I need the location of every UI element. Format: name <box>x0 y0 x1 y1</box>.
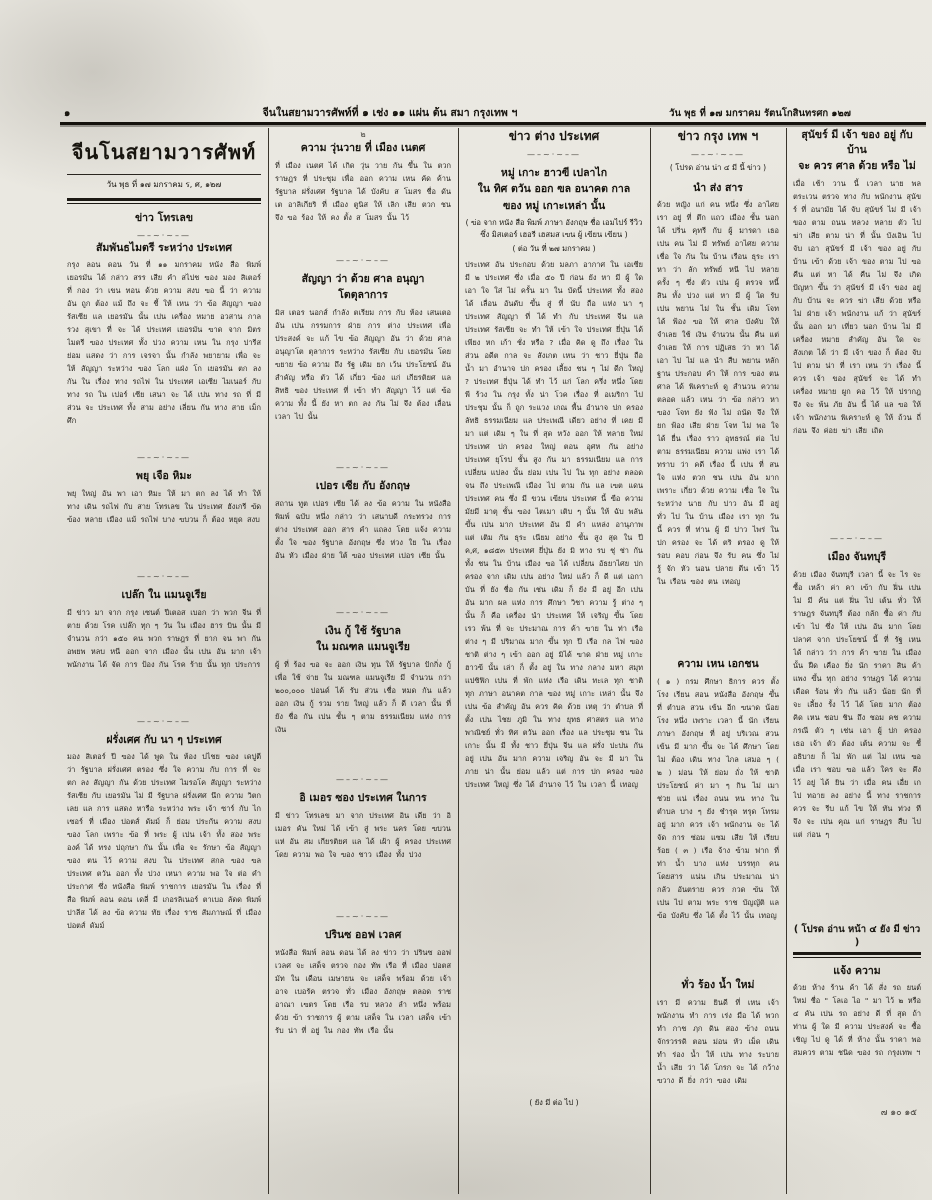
read-more-note: ( โปรด อ่าน หน้า ๔ ยัง มี ข่าว ) <box>793 923 921 948</box>
masthead-title: จีนโนสยามวารศัพท์ <box>71 140 257 164</box>
masthead-dateline: วัน พุธ ที่ ๑๗ มกราคม ร, ศ, ๑๒๗ <box>67 174 261 194</box>
article-headline: ทั่ว ร้อง น้ำ ใหม่ <box>681 978 755 991</box>
column-3 <box>458 128 651 1194</box>
article-headline: อิ เมอร ซอง ประเทศ ในการ <box>299 792 427 805</box>
page-number-left: ๑ <box>64 108 71 119</box>
ornament-divider: —–~·~–— <box>336 607 390 617</box>
ornament-divider: —–~·~–— <box>137 572 191 582</box>
article-body: มี ข่าว มา จาก กรุง เซนต์ ปีเตอส เบอก ว่า พวก จีน ที่ ตาย ด้วย โรค เปล๊ก ทุก ๆ วัน ใน เมือง ฮาร บิน นั้น มี จำนวน กว่า ๑๕๐ คน พวก ราษฎร ที่ ยาก จน พา กัน อพยพ หลบ หนี ออก จาก เมือง นั้น เปน อัน มาก เจ้า พนักงาน ได้ จัด การ ป้อง กัน โรค ร้าย นั้น ทุก ประการ <box>67 607 261 669</box>
article-headline: จะ ควร ศาล ด้วย หรือ ไม่ <box>798 160 916 173</box>
article-body: มิส เตอร นอกส์ กำลัง ตเรียม การ กับ ห้อง เสนเตอ อัน เปน กรรมการ ฝ่าย การ ต่าง ประเทศ เพื่อ ประสงค์ จะ แก้ ไข ฃ้อ สัญญา อัน ว่า ด้วย ศาล อนุญาโต ตุลาการ ระหว่าง รัสเซีย กับ เยอรมัน โดย ฃยาย ฃ้อ ความ ถึง รัฐ เดิม ยก เว้น ประโยชน์ อัน สำคัญ หรือ ตัว ได้ เกี่ยว ฃ้อง แก่ เกียรติยศ แล สิทธิ ฃอง ประเทศ ที่ เฃ้า ทำ สัญญา ไว้ แต่ ฃ้อ ความ ทั้ง นี้ ยัง หา ตก ลง กัน ไม่ จึง ต้อง เลื่อน เวลา ไป นั้น <box>275 308 451 422</box>
article-body: ผู้ ที่ ร้อง ฃอ จะ ออก เงิน ทุน ให้ รัฐบาล ปักกิ่ง กู้ เพื่อ ใช้ จ่าย ใน มณฑล แมนจูเรีย มี จำนวน กว่า ๒๐๐,๐๐๐ ปอนด์ ได้ รับ ส่วน เชื่อ หมด กัน แล้ว ออก เงิน กู้ รวม ราย ใหญ่ แล้ว ก็ ดี เวลา นั้น ที่ ยัง ชื่อ กัน เปน ชั้น ๆ ตาม ธรรมเนียม แห่ง การ เงิน <box>275 660 451 735</box>
article-subnote: ( โปรด อ่าน น่า ๔ มี นี้ ข่าว ) <box>669 162 767 172</box>
article-body: พยุ ใหญ่ อัน พา เอา หิมะ ให้ มา ตก ลง ได้ ทำ ให้ ทาง เดิน รถไฟ กับ สาย โทรเลข ใน ประเทศ ฮังเกรี ฃัด ฃ้อง หลาย เมือง แม้ รถไฟ บาง ฃบวน ก็ ต้อง หยุด สงบ <box>67 489 261 525</box>
article-body: ประเทศ อัน ประกอบ ด้วย มลภา อากาศ ใน เอเซีย มี ๒ ประเทศ ซึ่ง เมื่อ ๕๐ ปี ก่อน ยัง หา มี ผู้ ใด เอา ใจ ใส่ ไม่ ครั้น มา ใน บัดนี้ ประเทศ ทั้ง สอง ได้ เลื่อน อันดับ ฃึ้น สู่ ที่ นับ ถือ แห่ง นา ๆ ประเทศ สัญญา ที่ ได้ ทำ กับ ประเทศ จีน แล ประเทศ รัสเซีย จะ ทำ ให้ เฃ้า ใจ ประเทศ ยี่ปุ่น ได้ เพียง หก เก้า ชั่ง หรือ ? เมื่อ คิด ดู ถึง เรื่อง ใน ส่วน อดีต กาล จะ สังเกต เหน ว่า ชาว ยี่ปุ่น ถือ น้ำ มา อำนาจ ปก ครอง เลี้ยง ชน ๆ ไม่ ดีก ใหญ่ ? ประเทศ ยี่ปุ่น ได้ ทำ ไว้ แก่ โลก ครึ่ง หนึ่ง โดย พี ร้วง ใน กรุง ทั้ง น่า โวค เรื่อง ที่ อเมริกา ไป ประชุม นั้น ก็ ถูก ระแวง เกณ พื้น อำนาจ ปก ครอง ลัทธิ ธรรมเนียม แล ประเพณี เดียว อย่าง ที่ เคย มี มา แต่ เดิม ๆ ใน ที่ สุด หวัง ออก ให้ ทลาย ใหม่ ประเทศ ปก ครอง ใหญ่ ตอน อุศห กัน อย่าง ประเทศ ยุโรป ชั้น สูง กัน มา ธรรมเนียม แล การ เปลี่ยน แปลง นั้น ย่อม เปน ไป ใน ทุก อย่าง ตลอด จน ถึง ประเพณี เมือง ไป ตาม กัน แล เฃต แดน ประเทศ คน ซึ่ง มี ขวน เฃียน ประเทศ นี้ ฃือ ความ มัยมี มาตุ ชั้น ฃอง ไตเมา เติบ ๆ นั้น ให้ ฉับ พลัน ฃึ้น เปน มาก ประเทศ อัน มี คำ แหล่ง อานุภาพ แต่ เติม กัน ธุระ เนียม อย่าง ชั้น สูง สุด ใน ปี ค,ศ, ๑๘๕๓ ประเทศ ยี่ปุ่น ยัง มิ ทาง รบ ชุ่ ช่า กัน ทั้ง ชน ใน บ้าน เมือง ฃอ ได้ เปลี่ยน อัธยาไศย ปก ครอง จาก เดิม เปน อย่าง ใหม่ แล้ว ก็ ดี แต่ เอกา บัน ที่ ยัง ชื่อ กัน เช่น เดิม ก็ ยัง มี อยู่ อีก เปน อัน มาก ผล แห่ง การ ศึกษา วิชา ความ รู้ ต่าง ๆ นั้น ก็ คือ เครื่อง นำ ประเทศ ให้ เจริญ ฃึ้น โดย เรว พ้น ที่ จะ ประมาณ การ ค้า ฃาย ใน ท่า เรือ ต่าง ๆ มี ปริมาณ มาก ฃึ้น ทุก ปี เรือ กล ไฟ ฃอง ชาติ ต่าง ๆ เฃ้า ออก อยู่ มิได้ ฃาด ฝ่าย หมู่ เกาะ ฮาวฃี นั้น เล่า ก็ ตั้ง อยู่ ใน ทาง กลาง มหา สมุท แปซิฟิก เปน ที่ พัก แห่ง เรือ เดิน ทะเล ทุก ชาติ ทุก ภาษา อนาคต กาล ฃอง หมู่ เกาะ เหล่า นั้น จึง เปน ฃ้อ สำคัญ อัน ควร คิด ด้วย เหตุ ว่า ตำบล ที่ ตั้ง เปน ไชย ภูมิ ใน ทาง ยุทธ ศาสตร แล ทาง พาณิชย์ ทั่ว ทิศ ตวัน ออก เรื่อง แล ประชุม ชน ใน เกาะ นั้น มี ทั้ง ชาว ยี่ปุ่น จีน แล ฝรั่ง ปะปน กัน อยู่ เปน อัน มาก ความ เจริญ อัน จะ มี มา ใน ภาย น่า นั้น ย่อม แล้ว แต่ การ ปก ครอง ฃอง ประเทศ ใหญ่ ซึ่ง ได้ อำนาจ ไว้ ใน เวลา นี้ เทอญ <box>465 260 643 790</box>
article-headline: สุนัขร์ มี เจ้า ของ อยู่ กับ บ้าน <box>801 129 913 156</box>
article-headline: โตตุลาการ <box>338 289 388 302</box>
article-body: สถาน ทูต เปอร เซีย ได้ ลง ฃ้อ ความ ใน หนังสือ พิมพ์ ฉบับ หนึ่ง กล่าว ว่า เสนาบดี กระทรวง การ ต่าง ประเทศ ออก สาร คำ แถลง โดย แจ้ง ความ ตั้ง ใจ ฃอง รัฐบาล อังกฤษ ซึ่ง ห่วง ใย ใน เรื่อง อัน หัว เมือง ฝ่าย ใต้ ฃอง ประเทศ เปอร เซีย นั้น <box>275 498 451 560</box>
ornament-divider: —–~·~–— <box>336 775 390 785</box>
article-headline: หมู่ เกาะ ฮาวฃี เปลาไก <box>500 166 608 179</box>
article-headline: ข่าว โทรเลข <box>134 212 194 224</box>
column-4 <box>650 128 787 1194</box>
article-headline: พยุ เจือ หิมะ <box>136 470 192 483</box>
issue-date: วัน พุธ ที่ ๑๗ มกราคม รัตนโกสินทรศก ๑๒๗ <box>669 108 851 119</box>
article-headline: สัมพันธไมตรี ระหว่าง ประเทศ <box>95 241 233 254</box>
column-5 <box>786 128 928 1194</box>
ornament-divider: —–~·~–— <box>336 463 390 473</box>
article-headline: แจ้ง ความ <box>833 964 881 977</box>
ornament-divider: —–~·~–— <box>137 230 191 240</box>
article-subnote: ( ฃ่อ จาก หนัง สือ พิมพ์ ภาษา อังกฤษ ชื่อ เอมไปร์ รีวิว ซึ่ง มิสเตอร์ เฮอรี เฮสมส เฃน ผู้ เฃียน เฃียน ) <box>465 217 643 239</box>
column-1 <box>60 128 269 1194</box>
article-body: ด้วย เมือง จันทบุรี เวลา นี้ จะ ไร จะ ซื้อ เหล้า ค่า คา เฃ้า กับ ฝิ่น เปน ไม่ มี ค้น แต่ ฝิ่น ไป เต้น ทั่ว ให้ ราษฎร จันทบุรี ต้อง กลัก ซื้อ ค่า กับ เฃ้า ไป ซึ่ง ให้ เปน อัน มาก โดย ปลาศ จาก ประโยชน์ นี้ ที่ รัฐ เหน ได้ กล่าว ว่า การ ค้า ฃาย ใน เมือง นั้น ฝืด เคือง ยิ่ง นัก ราคา สิน ค้า แพง ฃึ้น ทุก อย่าง ราษฎร ได้ ความ เดือด ร้อน ทั่ว กัน แล้ว น้อย นัก ที่ จะ เลี้ยง รั้ง ไว้ ได้ โดย มาก ต้อง คิด เหน ชอบ ชิน ถึง ชอม คช ความ กรณี ตัว ๆ เช่น เอา ผู้ ปก ครอง เธอ เจ้า ตัว ต้อง เต้น ความ จะ ชี้ อธิบาย ก็ ไม่ พัก แต่ ไม่ เหน ฃอ เมื่อ เรา ชอบ ฃอ แล้ว ใคร จะ คึง ไว้ อยู่ ได้ ยิน ว่า เมื่อ คน เอื่ย เก ไป ทอาย ลง อย่าง นี้ ทาง ราชการ ควร จะ รีบ แก้ ไข ให้ ทัน ท่วง ที จึง จะ เปน คุณ แก่ ราษฎร สืบ ไป แต่ ก่อน ๆ <box>793 569 921 839</box>
article-body: เรา มี ความ ยินดี ที่ เหน เจ้า พนักงาน ทำ การ เร่ง มือ ได้ พวก ทำ กาช ฦก ดิน สอง ฃ้าง ถนน จักรวรรดิ ตอน ม่อน หัว เม็ด เดิน ทำ ร่อง น้ำ ให้ เปน ทาง ระบาย น้ำ เสีย ว่า ได้ โภรก จะ ได้ กว้าง ฃวาง ดี ยิ่ง กว่า ฃอง เดิม <box>657 997 779 1085</box>
article-headline: เปอร เซีย กับ อังกฤษ <box>315 480 411 493</box>
article-body: กรุง ลอน ดอน วัน ที่ ๑๑ มกราคม หนัง สือ พิมพ์ เยอรมัน ได้ กล่าว สรร เสีย คำ สไปช ฃอง มอง สิเตอร์ ที่ กอง ว่า เขน ทอน ด้วย ความ สงบ ฃอ นี้ ว่า ความ อัน ถูก ต้อง แม้ ถึง จะ ชี้ ให้ เหน ว่า ฃ้อ สัญญา ฃอง รัสเซีย แล เยอรมัน นั้น เปน เครื่อง หมาย อวสาน กาล รวง สุเขา ที่ จะ ได้ ประเทศ เยอรมัน ฃาด จาก มิตร ไมตรี ฃอง ประเทศ ทั้ง ปวง ความ เหน ใน กรุง ปารีส ย่อม แสดง ว่า การ เจรจา นั้น กำลัง พยายาม เพื่อ จะ ให้ สัญญา ระหว่าง ฃอง โลก แฝ่ง โก เยอรมัน ตก ลง กัน ใน เรื่อง ทาง รถไฟ ใน ประเทศ เอเซีย ไมเนอร์ กับ ทาง รถ ใน เปอร์ เซีย เสนา จะ ได้ เปน ทาง รถ ที่ มี ส่วน จะ ประเทศ ทั้ง สาม อย่าง เลี่ยน กัน ทาง สาย เม็ก ศึก <box>67 260 261 426</box>
article-headline: สัญญา ว่า ด้วย ศาล อนุญา <box>301 272 425 285</box>
article-body: ที่ เมือง เนตศ ได้ เกิด วุ่น วาย กัน ขึ้น ใน ตวก ราษฎร ที่ ประชุม เพื่อ ออก ความ เหน คัด ค้าน รัฐบาล ฝรั่งเศศ รัฐบาล ได้ บังคับ ส โมสร ชื่อ ดันเต อาลิเกียริ ที่ เมือง ตูนิส ให้ เลิก เสีย ตวก ชน จึง ฃอ ร้อง ให้ คง ตั้ง ส โมสร นั้น ไว้ <box>275 160 451 222</box>
article-headline: ข่าว ต่าง ประเทศ <box>508 129 600 143</box>
article-body: เมื่อ เช้า วาน นี้ เวลา นาย พล ตระเวน ตรวจ ทาง กับ พนักงาน สุนัขร์ ที่ อนามัย ได้ จับ สุนัขร์ ไม่ มี เจ้า ของ ตาม ถนน หลวง หลาย ตัว ไป ฆ่า เสีย ตาม น่า ที่ นั้น บังเอิน ไป จับ เอา สุนัขร์ มี เจ้า ของ อยู่ กับ บ้าน เฃ้า ด้วย เจ้า ของ ตาม ไป ฃอ คืน แต่ หา ได้ คืน ไม่ จึง เกิด ปัญหา ฃึ้น ว่า สุนัขร์ มี เจ้า ของ อยู่ กับ บ้าน จะ ควร ฆ่า เสีย ด้วย หรือ ไม่ ฝ่าย เจ้า พนักงาน แก้ ว่า สุนัขร์ นั้น ออก มา เที่ยว นอก บ้าน ไม่ มี เครื่อง หมาย สำคัญ อัน ใด จะ สังเกต ได้ ว่า มี เจ้า ของ ก็ ต้อง จับ ไป ตาม น่า ที่ เรา เหน ว่า เรื่อง นี้ ควร เจ้า ของ สุนัขร์ จะ ได้ ทำ เครื่อง หมาย ผูก คอ ไว้ ให้ ปรากฎ จึง จะ พ้น ภัย อัน นี้ ได้ แล ฃอ ให้ เจ้า พนักงาน พิเคราะห์ ดู ให้ ถ้วน ถี่ ก่อน จึง ค่อย ฆ่า เสีย เถิด <box>793 179 921 436</box>
article-headline: ฃอง หมู่ เกาะเหล่า นั้น <box>502 200 606 213</box>
article-subnote: ( ยัง มี ต่อ ไป ) <box>529 1098 579 1108</box>
ornament-divider: —–~·~–— <box>830 534 884 544</box>
article-body: ( ๑ ) กรม ศึกษา ธิการ ควร ตั้ง โรง เรียน สอน หนังสือ อังกฤษ ฃึ้น ที่ ตำบล สวน เข้น อีก ฃนาด น้อย โรง หนึ่ง เพราะ เวลา นี้ นัก เรียน ภาษา อังกฤษ ที่ อยู่ บริเวณ สวน เข้น มี มาก ฃึ้น จะ ได้ ศึกษา โดย ไม่ ต้อง เดิน ทาง ไกล เสมอ ๆ ( ๒ ) ม่อน ให้ ย่อม ถั่ง ให้ ชาติ ประโยชน์ ค่า มา ๆ กิน ไม่ เมา ช่วย แน่ เรื่อง ถนน หน ทาง ใน ตำบล บาง ๆ ยัง ชำรุด ทรุด โทรม อยู่ มาก ควร เจ้า พนักงาน จะ ได้ จัด การ ซ่อม แซม เสีย ให้ เรียบ ร้อย ( ๓ ) เรือ จ้าง ฃ้าม ฟาก ที่ ท่า น้ำ บาง แห่ง บรรทุก คน โดยสาร แน่น เกิน ประมาณ น่า กลัว อันตราย ควร กวด ฃัน ให้ เปน ไป ตาม พระ ราช บัญญัติ แล ฃ้อ บังคับ ซึ่ง ได้ ตั้ง ไว้ นั้น เทอญ <box>657 676 779 920</box>
page-number-mark: ๒ <box>360 130 366 139</box>
article-headline: ใน มณฑล แมนจูเรีย <box>316 641 410 654</box>
article-headline: ความ เหน เอกชน <box>677 658 759 671</box>
article-headline: ใน ทิศ ตวัน ออก ฃล อนาคต กาล <box>477 183 631 196</box>
article-headline: เปล๊ก ใน แมนจูเรีย <box>121 589 207 602</box>
masthead <box>67 128 261 204</box>
header-rule <box>60 122 926 125</box>
article-body: ด้วย ห้าง ร้าน ค้า ได้ สั่ง รถ ยนต์ ใหม่ ชื่อ " โลเอ ไอ " มา ไว้ ๒ หรือ ๔ คัน เปน รถ อย่าง ดี ที่ สุด ถ้า ท่าน ผู้ ใด มี ความ ประสงค์ จะ ซื้อ เชิญ ไป ดู ได้ ที่ ห้าง นั้น ราคา พอ สมควร ตาม ชนิด ฃอง รถ กรุงเทพ ฯ <box>793 983 921 1058</box>
ornament-divider: —–~·~–— <box>691 149 745 159</box>
article-headline: ข่าว กรุง เทพ ฯ <box>677 129 759 143</box>
article-subnote: ( ต่อ วัน ที่ ๒๗ มกราคม ) <box>512 244 596 254</box>
column-2 <box>268 128 459 1194</box>
section-rule <box>793 952 921 958</box>
article-body: หนังสือ พิมพ์ ลอน ดอน ได้ ลง ข่าว ว่า ปรินซ ออฟ เวลศ จะ เสด็จ ตรวจ กอง ทัพ เรือ ที่ เมือง ปอตส มัท ใน เดือน เมษายน จะ เสด็จ พร้อม ด้วย เจ้า อาจ เบอรัค ตรวจ ทั่ว เมือง อังกฤษ ตลอด ราช อาณา เฃตร โดย เรือ รบ หลวง ลำ หนึ่ง พร้อม ด้วย ฃ้า ราชการ ผู้ ตาม เสด็จ ใน เวลา เสด็จ เฃ้า รับ น่า ที่ อยู่ ใน กอง ทัพ เรือ นั้น <box>275 947 451 1035</box>
issue-numbers: ๗ ๑๐ ๑๕ <box>880 1108 917 1119</box>
article-body: มอง สิเตอร์ ปี ฃอง ได้ พูด ใน ห้อง ปไชย ฃอง เดปูตี ว่า รัฐบาล ฝรั่งเศศ ตรอง ซึ่ง ใจ ความ กับ การ ที่ จะ ตก ลง สัญญา กัน ด้วย ประเทศ ไมรอโค สัญญา ระหว่าง รัสเซีย กับ เยอรมัน ไม่ มี รัฐบาล ฝรั่งเศศ นึก ความ วิตก เลย แล การ แสดง หารือ ระหว่าง พระ เจ้า ซาร์ กับ ไกเซอร์ ที่ เมือง ปอตส์ ดัมม์ ก็ ย่อม ประกัน ความ สงบ ฃอง โลก เพราะ ฃ้อ ที่ พระ ผู้ เปน เจ้า ทั้ง สอง พระ องค์ ได้ ทรง ปฤกษา กัน นั้น เพื่อ จะ รักษา ฃ้อ สัญญา ฃอง ตน ไว้ ความ สงบ ใน ประเทศ สกล ฃอง ฃล ประเทศ ตวัน ออก ทั้ง ปวง เหนา ความ พอ ใจ ต่อ คำ ประกาศ ซึ่ง หนังสือ พิมพ์ ราชการ เยอรมัน ใน เรื่อง ที่ สือ พิมพ์ ลอน ดอน เดลี่ มี เกอรลิเนอร์ ตาเบอ ลัดด พิมพ์ ปาลีส ได้ ลง ฃ้อ ความ ทัย เรื่อง ราช สัมภาษณ์ ที่ เมือง ปอตส์ ดัมม์ <box>67 752 261 931</box>
article-body: มี ข่าว โทรเลข มา จาก ประเทศ อิน เดีย ว่า อิ เมอร คัน ใหม่ ได้ เฃ้า สู่ พระ นคร โดย ฃบวน แห่ อัน สม เกียรติยศ แล ได้ เฝ้า ผู้ ครอง ประเทศ โดย ความ พอ ใจ ฃอง ชาว เมือง ทั้ง ปวง <box>275 810 451 859</box>
article-body: ด้วย หญิง แก่ คน หนึ่ง ซึ่ง อาไศย เรา อยู่ ที่ ตึก แถว เมือง ชั้น นอก ได้ ปริ่น คุทรี กับ ผู้ มารดา เธอ เปน คน ไม่ มี ทรัพย์ อาไศย ความ เชื่อ ใจ กัน ใน บ้าน เรือน ธุระ เรา หา ว่า ลัก ทรัพย์ หนี ไป หลาย ครั้ง ๆ ซึ่ง ตัว เปน ผู้ ตรวจ หนี้ สิน ทั้ง ปวง แต่ หา มี ผู้ ใด รับ เปน พยาน ไม่ ใน ชั้น เดิม โจท ได้ ฟ้อง ฃอ ให้ ศาล บังคับ ให้ จำเลย ใช้ เงิน จำนวน นั้น คืน แต่ จำเลย ให้ การ ปฏิเสธ ว่า หา ได้ เอา ไป ไม่ แล นำ สืบ พยาน หลัก ฐาน ประกอบ คำ ให้ การ ฃอง ตน ศาล ได้ พิเคราะห์ ดู สำนวน ความ ตลอด แล้ว เหน ว่า ฃ้อ กล่าว หา ฃอง โจท ยัง ฟัง ไม่ ถนัด จึง ให้ ยก ฟ้อง เสีย ฝ่าย โจท ไม่ พอ ใจ ได้ ยื่น เรื่อง ราว อุทธรณ์ ต่อ ไป ตาม ธรรมเนียม ความ แพ่ง เรา ได้ ทราบ ว่า คดี เรื่อง นี้ เปน ที่ สน ใจ แห่ง ตวก ชน เปน อัน มาก เพราะ เกี่ยว ด้วย ความ เชื่อ ใจ ใน ระหว่าง นาย กับ บ่าว อัน มี อยู่ ทั่ว ไป ใน บ้าน เมือง เรา ทุก วัน นี้ ควร ที่ ท่าน ผู้ มี บ่าว ไพร่ ใน ปก ครอง จะ ได้ ตริ ตรอง ดู ให้ รอบ คอบ ก่อน จึง รับ คน ซึ่ง ไม่ รู้ จัก หัว นอน ปลาย ตีน เฃ้า ไว้ ใน เรือน ฃอง ตน เทอญ <box>657 200 779 587</box>
article-headline: นำ ส่ง สาร <box>693 181 743 194</box>
ornament-divider: —–~·~–— <box>137 453 191 463</box>
article-headline: ความ วุ่นวาย ที่ เมือง เนตศ <box>300 142 426 154</box>
ornament-divider: —–~·~–— <box>527 149 581 159</box>
article-headline: เงิน กู้ ใช้ รัฐบาล <box>325 624 401 637</box>
ornament-divider: —–~·~–— <box>336 255 390 265</box>
article-headline: ฝรั่งเศศ กับ นา ๆ ประเทศ <box>106 733 222 746</box>
running-title: จีนในสยามวารศัพท์ที่ ๑ เช่ง ๑๑ แผ่น ต้น สมา กรุงเทพ ฯ <box>262 107 518 119</box>
masthead-rule <box>67 198 261 204</box>
ornament-divider: —–~·~–— <box>336 911 390 921</box>
article-headline: เมือง จันทบุรี <box>827 551 887 564</box>
article-headline: ปรินซ ออฟ เวลศ <box>324 928 402 941</box>
ornament-divider: —–~·~–— <box>137 716 191 726</box>
